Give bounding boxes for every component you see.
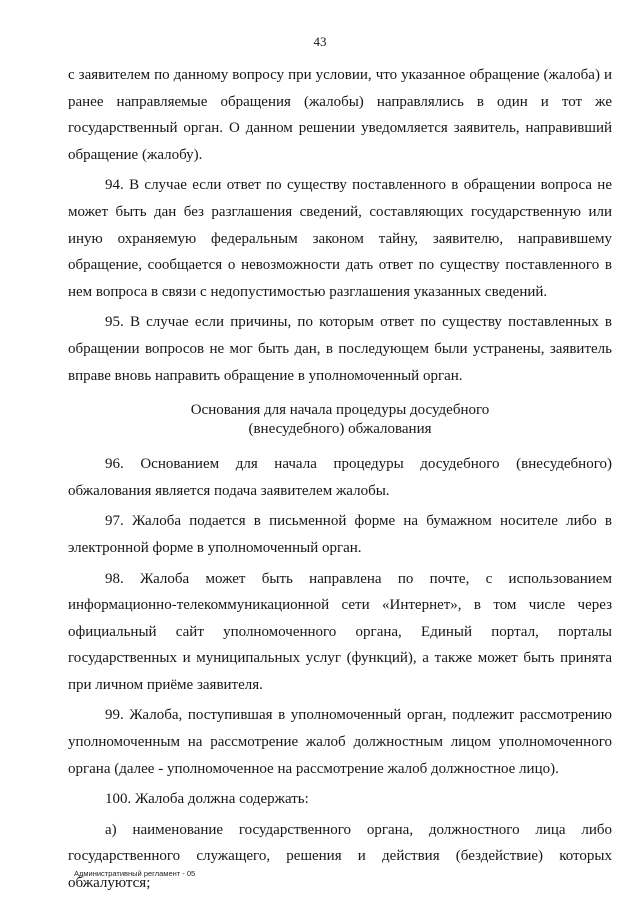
paragraph-94: 94. В случае если ответ по существу поставленного в обращении вопроса не может быть дан без разглашения сведений, составляющих государственную или иную охраняемую федеральным законом тайну, заявителю, направившему обращение, сообщается о невозможности дать ответ по существу поставленного в нем вопроса в связи с недопустимостью разглашения указанных сведений. bbox=[68, 177, 612, 300]
paragraph-98: 98. Жалоба может быть направлена по почте, с использованием информационно-телекоммуникационной сети «Интернет», в том числе через официальный сайт уполномоченного органа, Единый портал, порталы государственных и муниципальных услуг (функций), а также может быть принята при личном приёме заявителя. bbox=[68, 570, 612, 693]
document-body bbox=[68, 62, 612, 901]
paragraph-95: 95. В случае если причины, по которым ответ по существу поставленных в обращении вопросов не мог быть дан, в последующем были устранены, заявитель вправе вновь направить обращение в уполномоченный орган. bbox=[68, 314, 612, 384]
section-heading-line-1: Основания для начала процедуры досудебного bbox=[190, 402, 490, 419]
page-number: 43 bbox=[313, 34, 327, 49]
paragraph-100: 100. Жалоба должна содержать: bbox=[105, 791, 309, 808]
paragraph-99: 99. Жалоба, поступившая в уполномоченный орган, подлежит рассмотрению уполномоченным на рассмотрение жалоб должностным лицом уполномоченного органа (далее - уполномоченное на рассмотрение жалоб должностное лицо). bbox=[68, 707, 612, 777]
paragraph-100a: а) наименование государственного органа, должностного лица либо государственного служащего, решения и действия (бездействие) которых обжалуются; bbox=[68, 821, 612, 892]
section-heading bbox=[68, 401, 612, 439]
paragraph-96: 96. Основанием для начала процедуры досудебного (внесудебного) обжалования является подача заявителем жалобы. bbox=[68, 456, 612, 499]
paragraph-97: 97. Жалоба подается в письменной форме на бумажном носителе либо в электронной форме в уполномоченный орган. bbox=[68, 513, 612, 556]
footer-label: Административный регламент - 05 bbox=[74, 869, 196, 878]
paragraph-continuation: с заявителем по данному вопросу при условии, что указанное обращение (жалоба) и ранее направляемые обращения (жалобы) направлялись в один и тот же государственный орган. О данном решении уведомляется заявитель, направивший обращение (жалобу). bbox=[68, 67, 612, 163]
section-heading-line-2: (внесудебного) обжалования bbox=[248, 421, 432, 438]
